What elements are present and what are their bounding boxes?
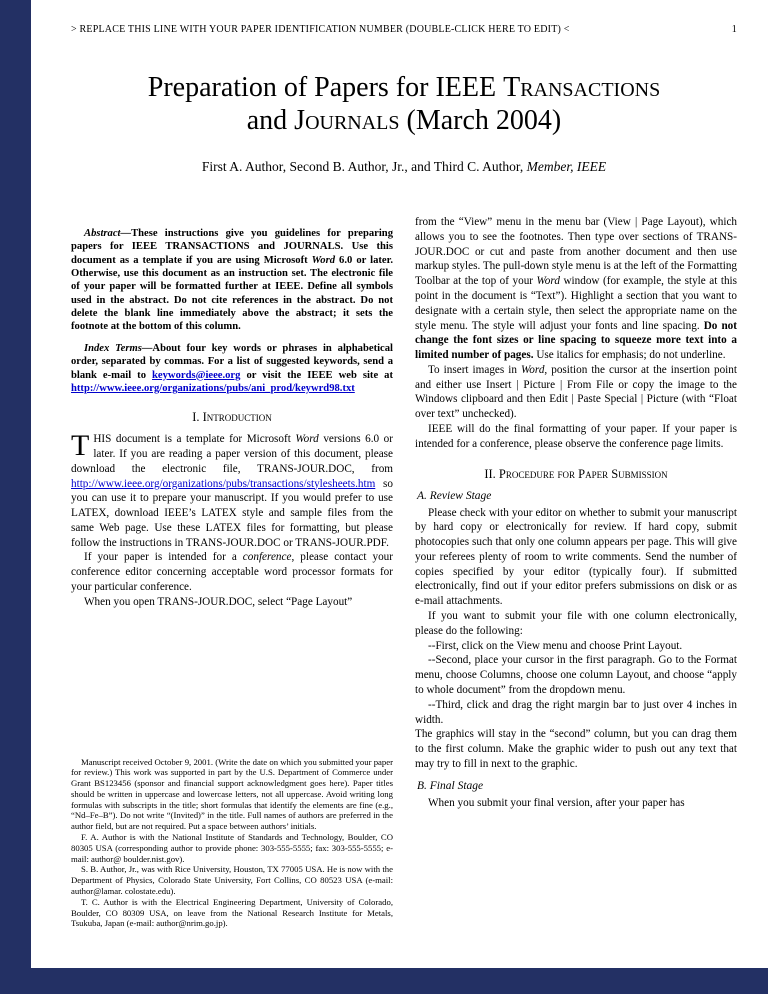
section-2-heading: II. Procedure for Paper Submission (484, 466, 668, 481)
index-terms-paragraph (71, 342, 393, 395)
two-column-body (71, 215, 737, 935)
intro-paragraph-2 (71, 550, 393, 594)
running-header[interactable]: > REPLACE THIS LINE WITH YOUR PAPER IDENTIFICATION NUMBER (DOUBLE-CLICK HERE TO EDIT) < (71, 24, 570, 35)
abstract-paragraph (71, 227, 393, 334)
review-graphics-paragraph: The graphics will stay in the “second” column, but you can drag them to the first column. Make the graphic wider to push out any text that may try to fill in next to the graphic. (415, 728, 737, 770)
images-text-1: To insert images in (428, 363, 521, 376)
footnote-author-sb: S. B. Author, Jr., was with Rice University, Houston, TX 77005 USA. He is now with the Department of Physics, Colorado State University, Fort Collins, CO 80523 USA (e-mail: author@lamar. colostate.edu). (71, 864, 393, 896)
document-page (31, 0, 768, 968)
insert-images-paragraph (415, 363, 737, 422)
abstract-word-italic: Word (311, 254, 336, 266)
index-terms-text-2: or visit the IEEE web site at (240, 369, 393, 381)
review-step-first: --First, click on the View menu and choose Print Layout. (428, 639, 683, 652)
title-line1-text: Preparation of Papers for IEEE (147, 72, 504, 103)
styles-bold-warning: Do not change the font sizes or line spacing to squeeze more text into a limited number of pages. (415, 319, 737, 362)
index-terms-text-1: About four key words or phrases in alphabetical order, separated by commas. For a list of suggested keywords, send a blank e-mail to (71, 342, 393, 381)
final-stage-paragraph: When you submit your final version, after your paper has (428, 796, 685, 809)
index-terms-label: Index Terms— (84, 342, 153, 354)
images-word-italic: Word (521, 363, 545, 376)
styles-text-3: Use italics for emphasis; do not underline. (533, 349, 726, 362)
keywords-url-link[interactable]: http://www.ieee.org/organizations/pubs/ani_prod/keywrd98.txt (71, 382, 355, 394)
paper-title (71, 71, 737, 137)
page-number: 1 (731, 24, 737, 35)
intro2-conference-italic: conference (242, 551, 292, 564)
intro-paragraph-1 (71, 429, 393, 550)
intro-text-3: so you can use it to prepare your manuscript. If you would prefer to use LATEX, download IEEE’s LATEX style and sample files from the same Web page. Use these LATEX files for formatting, but please follow the instructions in TRANS-JOUR.DOC or TRANS-JOUR.PDF. (71, 477, 393, 549)
intro-text-2: versions 6.0 or later. If you are reading a paper version of this document, please download the electronic file, TRANS-JOUR.DOC, from (71, 433, 393, 475)
abstract-label: Abstract— (84, 228, 132, 240)
keywords-email-link[interactable]: keywords@ieee.org (152, 369, 241, 381)
title-line1-smallcaps: Transactions (503, 72, 661, 103)
review-step-second: --Second, place your cursor in the first paragraph. Go to the Format menu, choose Columns, choose one column Layout, and choose “apply to whole document” from the dropdown menu. (415, 654, 737, 696)
intro2-text-2: , please contact your conference editor concerning acceptable word processor formats for your particular conference. (71, 551, 394, 593)
title-line2-smallcaps: Journals (294, 105, 400, 137)
subsection-a-heading: A. Review Stage (417, 489, 492, 502)
author-membership: Member, IEEE (526, 159, 607, 175)
intro2-text-1: If your paper is intended for a (84, 551, 243, 564)
review-step-third: --Third, click and drag the right margin bar to just over 4 inches in width. (415, 698, 737, 726)
footnote-manuscript: Manuscript received October 9, 2001. (Write the date on which you submitted your paper for review.) This work was supported in part by the U.S. Department of Commerce under Grant BS123456 (sponsor and financial support acknowledgment goes here). Paper titles should be written in uppercase and lowercase letters, not all uppercase. Avoid writing long formulas with subscripts in the title; short formulas that identify the elements are fine (e.g., “Nd–Fe–B”). Do not write “(Invited)” in the title. Full names of authors are preferred in the author field, but are not required. Put a space between authors’ initials. (71, 756, 393, 832)
author-names: First A. Author, Second B. Author, Jr., and Third C. Author, (201, 159, 527, 175)
author-byline (71, 159, 737, 175)
subsection-b-heading: B. Final Stage (417, 779, 484, 792)
styles-text-2: window (for example, the style at this point in the document is “Text”). Highlight a section that you want to designate with a certain style, then select the appropriate name on the style menu. The style will adjust your fonts and line spacing. (415, 275, 737, 332)
styles-paragraph (415, 215, 737, 363)
section-1-heading: I. Introduction (192, 410, 272, 425)
title-line2-text1: and (246, 105, 295, 137)
review-stage-paragraph-1: Please check with your editor on whether to submit your manuscript by hard copy or electronically for review. If hard copy, submit photocopies such that only one column appears per page. This will give your referees plenty of room to write comments. Send the number of copies specified by your editor (typically four). If submitted electronically, find out if your editor prefers submissions on disk or as e-mail attachments. (415, 506, 737, 608)
footnote-author-fa: F. A. Author is with the National Institute of Standards and Technology, Boulder, CO 80305 USA (corresponding author to provide phone: 303-555-5555; fax: 303-555-5555; e-mail: author@ boulder.nist.gov). (71, 832, 393, 864)
stylesheet-url-link[interactable]: http://www.ieee.org/organizations/pubs/transactions/stylesheets.htm (71, 477, 376, 490)
footnote-block (71, 757, 393, 936)
column-right (415, 215, 737, 935)
intro-word-italic: Word (295, 433, 319, 446)
intro-text-1: HIS document is a template for Microsoft (93, 433, 296, 446)
page-header (71, 24, 737, 35)
review-stage-paragraph-2: If you want to submit your file with one column electronically, please do the following: (415, 610, 737, 637)
title-line2-text2: (March 2004) (399, 105, 562, 137)
intro-paragraph-3: When you open TRANS-JOUR.DOC, select “Page Layout” (84, 595, 353, 608)
images-text-2: , position the cursor at the insertion point and either use Insert | Picture | From File or copy the image to the Windows clipboard and then Edit | Paste Special | Picture (with “Float over text” unchecked). (415, 363, 737, 421)
styles-word-italic: Word (536, 275, 560, 288)
abstract-text-1: These instructions give you guidelines for preparing papers for IEEE TRANSACTIONS and JOURNALS. Use this document as a template if you are using Microsoft (71, 228, 393, 266)
final-formatting-paragraph: IEEE will do the final formatting of your paper. If your paper is intended for a conference, please observe the conference page limits. (415, 423, 737, 450)
column-left (71, 215, 393, 935)
drop-cap: T (71, 429, 90, 463)
abstract-text-2: 6.0 or later. Otherwise, use this document as an instruction set. The electronic file of your paper will be formatted further at IEEE. Define all symbols used in the abstract. Do not cite references in the abstract. Do not delete the blank line immediately above the abstract; it sets the footnote at the bottom of this column. (71, 254, 393, 333)
footnote-author-tc: T. C. Author is with the Electrical Engineering Department, University of Colorado, Boulder, CO 80309 USA, on leave from the National Research Institute for Metals, Tsukuba, Japan (e-mail: author@nrim.go.jp). (71, 896, 393, 929)
styles-text-1: from the “View” menu in the menu bar (View | Page Layout), which allows you to see the footnotes. Then type over sections of TRANS-JOUR.DOC or cut and paste from another document and then use markup styles. The pull-down style menu is at the left of the Formatting Toolbar at the top of your (415, 216, 738, 288)
